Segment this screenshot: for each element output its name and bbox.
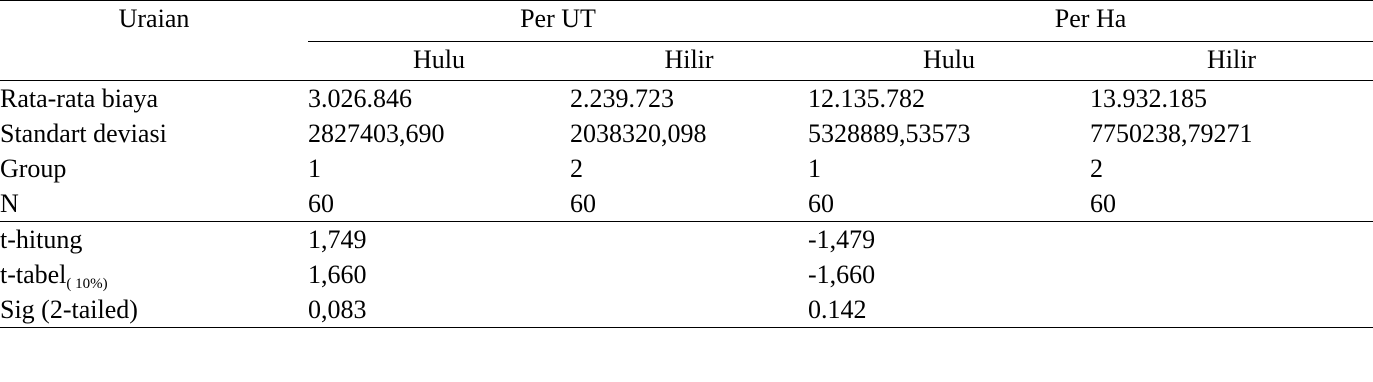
empty-cell	[570, 222, 808, 258]
stat-row	[0, 292, 1373, 328]
empty-cell	[1090, 292, 1373, 328]
cell-ha-hilir: 7750238,79271	[1090, 119, 1253, 148]
table-row	[0, 116, 1373, 151]
header-ut-hulu: Hulu	[413, 45, 465, 74]
table-row	[0, 186, 1373, 222]
table-row	[0, 81, 1373, 117]
header-uraian: Uraian	[0, 1, 308, 81]
cell-ha-hulu: 1	[808, 154, 822, 183]
cell-ut-hilir: 60	[570, 189, 596, 218]
stat-label-text: Sig (2-tailed)	[0, 295, 138, 324]
stat-label	[0, 292, 308, 328]
row-label: Group	[0, 154, 67, 183]
header-ha-hilir: Hilir	[1206, 45, 1257, 74]
empty-cell	[570, 257, 808, 292]
cell-ut-hulu: 60	[308, 189, 334, 218]
row-label: Rata-rata biaya	[0, 81, 308, 117]
cell-ut-hilir: 2038320,098	[570, 119, 707, 148]
empty-cell	[1090, 257, 1373, 292]
stat-ha-value: -1,479	[808, 222, 1090, 258]
header-per-ha: Per Ha	[808, 1, 1373, 42]
stat-ut-value: 1,749	[308, 222, 570, 258]
cell-ut-hilir: 2.239.723	[570, 81, 808, 117]
stat-label-text: t-hitung	[0, 225, 83, 254]
cell-ha-hulu: 12.135.782	[808, 81, 1090, 117]
stat-row	[0, 257, 1373, 292]
stat-row	[0, 222, 1373, 258]
cell-ha-hilir: 13.932.185	[1090, 81, 1373, 117]
cell-ha-hilir: 2	[1090, 154, 1104, 183]
cell-ut-hulu: 1	[308, 154, 321, 183]
header-ha-hulu: Hulu	[923, 45, 976, 74]
empty-cell	[570, 292, 808, 328]
empty-cell	[1090, 222, 1373, 258]
row-label: N	[0, 189, 19, 218]
table-row	[0, 151, 1373, 186]
cell-ha-hilir: 60	[1090, 189, 1117, 218]
cell-ut-hulu: 3.026.846	[308, 81, 570, 117]
row-label: Standart deviasi	[0, 119, 167, 148]
stat-ut-value: 0,083	[308, 292, 570, 328]
cell-ha-hulu: 60	[808, 189, 835, 218]
stat-label	[0, 222, 308, 258]
stat-label	[0, 257, 308, 292]
cell-ha-hulu: 5328889,53573	[808, 119, 971, 148]
cell-ut-hulu: 2827403,690	[308, 119, 445, 148]
stat-ut-value: 1,660	[308, 260, 367, 289]
stat-ha-value: -1,660	[808, 260, 876, 289]
cell-ut-hilir: 2	[570, 154, 583, 183]
stat-ha-value: 0.142	[808, 292, 1090, 328]
header-per-ut: Per UT	[308, 1, 808, 42]
stat-label-text: t-tabel	[0, 260, 67, 289]
header-row-group	[0, 1, 1373, 42]
stat-label-subscript: ( 10%)	[66, 276, 108, 292]
header-ut-hilir: Hilir	[664, 45, 714, 74]
